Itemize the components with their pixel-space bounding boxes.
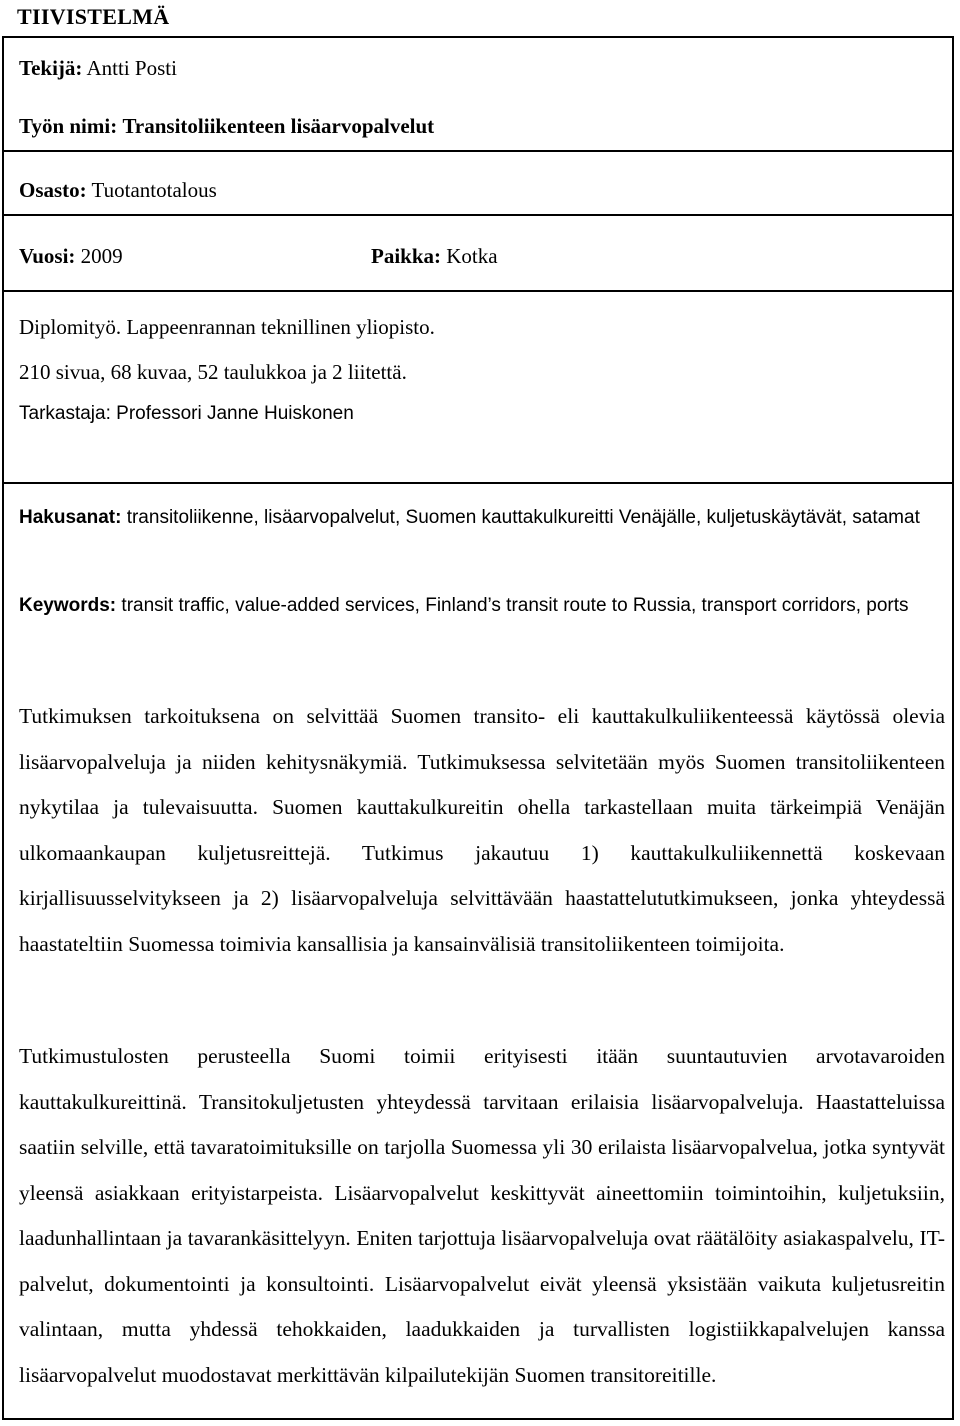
keywords-fi-label: Hakusanat: — [19, 507, 122, 528]
place-label: Paikka: — [371, 244, 442, 268]
year-line — [19, 246, 123, 267]
thesis-size: 210 sivua, 68 kuvaa, 52 taulukkoa ja 2 liitettä. — [19, 360, 407, 384]
year-label: Vuosi: — [19, 244, 76, 268]
keywords-fi-value: transitoliikenne, lisäarvopalvelut, Suomen kauttakulkureitti Venäjälle, kuljetuskäytävät, satamat — [126, 507, 920, 528]
year-value: 2009 — [80, 244, 123, 268]
abstract-frame — [2, 36, 954, 1420]
place-line — [371, 246, 498, 267]
title-label: Työn nimi: — [19, 114, 118, 138]
author-line — [19, 58, 177, 79]
department-value: Tuotantotalous — [91, 178, 217, 202]
department-section — [4, 152, 952, 216]
year-place-section — [4, 216, 952, 292]
keywords-fi — [19, 496, 945, 540]
department-label: Osasto: — [19, 178, 87, 202]
keywords-en — [19, 584, 945, 628]
author-value: Antti Posti — [86, 56, 177, 80]
title-line — [19, 116, 434, 137]
abstract-paragraph-1: Tutkimuksen tarkoituksena on selvittää Suomen transito- eli kauttakulkuliikenteessä käytössä olevia lisäarvopalveluja ja niiden kehitysnäkymiä. Tutkimuksessa selvitetään myös Suomen transitoliikenteen nykytilaa ja tulevaisuutta. Suomen kauttakulkureitin ohella tarkastellaan muita tärkeimpiä Venäjän ulkomaankaupan kuljetusreittejä. Tutkimus jakautuu 1) kauttakulkuliikennettä koskevaan kirjallisuusselvitykseen ja 2) lisäarvopalveluja selvittävään haastattelututkimukseen, jonka yhteydessä haastateltiin Suomessa toimivia kansallisia ja kansainvälisiä transitoliikenteen toimijoita. — [19, 704, 945, 956]
keywords-en-value: transit traffic, value-added services, Finland’s transit route to Russia, transport corridors, ports — [121, 595, 909, 616]
keywords-abstract-section — [4, 484, 952, 1422]
abstract-paragraph-2: Tutkimustulosten perusteella Suomi toimii erityisesti itään suuntautuvien arvotavaroiden kauttakulkureittinä. Transitokuljetusten yhteydessä tarvitaan erilaisia lisäarvopalveluja. Haastatteluissa saatiin selville, että tavaratoimituksille on tarjolla Suomessa yli 30 erilaista lisäarvopalvelua, jotka syntyvät yleensä asiakkaan erityistarpeista. Lisäarvopalvelut keskittyvät aineettomiin toimintoihin, kuljetuksiin, laadunhallintaan ja tavarankäsittelyyn. Eniten tarjottuja lisäarvopalveluja ovat räätälöity asiakaspalvelu, IT-palvelut, dokumentointi ja konsultointi. Lisäarvopalvelut eivät yleensä yksistään vaikuta kuljetusreitin valintaan, mutta yhdessä tehokkaiden, laadukkaiden ja turvallisten logistiikkapalvelujen kanssa lisäarvopalvelut muodostavat merkittävän kilpailutekijän Suomen transitoreitille. — [19, 1044, 945, 1387]
title-value: Transitoliikenteen lisäarvopalvelut — [122, 114, 435, 138]
keywords-en-label: Keywords: — [19, 595, 117, 616]
place-value: Kotka — [446, 244, 498, 268]
thesis-info-section — [4, 292, 952, 484]
thesis-examiner: Tarkastaja: Professori Janne Huiskonen — [19, 403, 354, 424]
department-line — [19, 180, 217, 201]
thesis-type: Diplomityö. Lappeenrannan teknillinen yliopisto. — [19, 315, 435, 339]
author-title-section — [4, 38, 952, 152]
abstract-heading: TIIVISTELMÄ — [17, 4, 170, 29]
author-label: Tekijä: — [19, 56, 83, 80]
